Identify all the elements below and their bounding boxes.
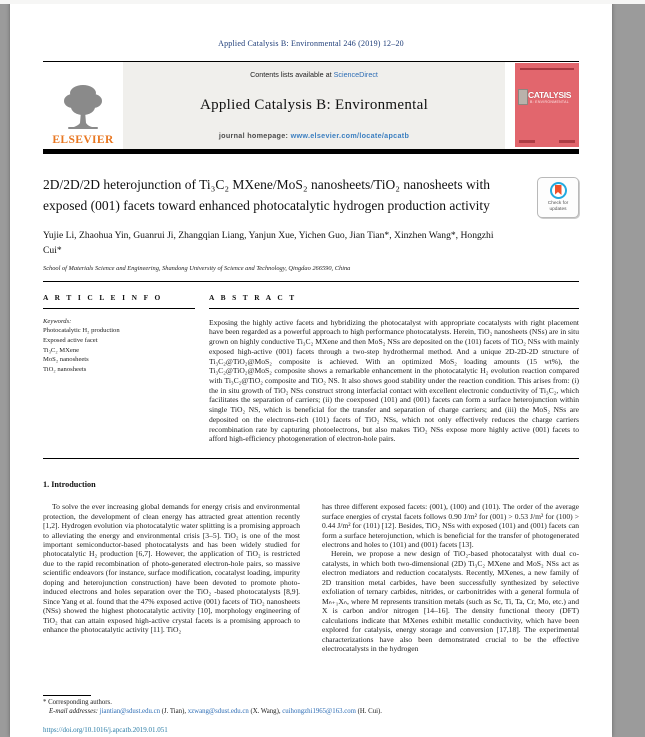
header-divider <box>43 281 579 282</box>
keyword-item: MoS₂ nanosheets <box>43 356 89 364</box>
author-list: Yujie Li, Zhaohua Yin, Guanrui Ji, Zhangqian Liang, Yanjun Xue, Yichen Guo, Jian Tian*, Xinzhen Wang*, Hongzhi Cui* <box>43 230 494 256</box>
footnote-rule <box>43 695 91 696</box>
abstract-rule <box>209 308 579 309</box>
viewer-top-strip <box>0 0 645 4</box>
keyword-item: Photocatalytic H₂ production <box>43 326 120 334</box>
article-info-heading: A R T I C L E I N F O <box>43 292 163 302</box>
cover-decor-line <box>520 68 574 70</box>
banner-bottom-bar <box>43 149 579 154</box>
email-owner: (X. Wang), <box>248 708 283 715</box>
abstract-heading: A B S T R A C T <box>209 292 297 302</box>
contents-text: Contents lists available at <box>250 70 332 79</box>
journal-banner <box>43 61 579 149</box>
article-info-column <box>43 293 195 444</box>
cover-subtitle: B: ENVIRONMENTAL <box>530 100 569 104</box>
intro-paragraph: To solve the ever increasing global demands for energy crisis and environmental protection, the development of clean energy has attracted great attention recently [1,2]. Hydrogen evolution via photocatalytic water splitting is a promising approach to alleviating the energy and environmental crisis [3–5]. TiO₂ is one of the most important semiconductor-based photocatalysts and has been widely studied for photocatalytic H₂ production [6,7]. However, the application of TiO₂ is restricted due to the rapid recombination of photo-generated electron-hole pairs, so massive scientific endeavors (for instance, surface modification, cocatalyst loading, impurity doping and heterojunction construction) have been devoted to promote photo-induced electrons and holes separation over the TiO₂ -based photocatalysts [8,9]. Since Yang et al. found that the 47% exposed active (001) facets of TiO₂ nanosheets (NSs) showed the highest photocatalytic activity [10], morphology engineering of TiO₂ that can attain exposed high-active crystal facets is a promising approach to enhance the photocatalytic activity [11]. TiO₂ <box>43 502 300 635</box>
elsevier-wordmark: ELSEVIER <box>52 134 114 146</box>
doi-link[interactable]: https://doi.org/10.1016/j.apcatb.2019.01.051 <box>43 726 168 734</box>
homepage-label: journal homepage: <box>218 131 289 140</box>
journal-citation: Applied Catalysis B: Environmental 246 (2019) 12–20 <box>218 39 404 48</box>
abstract-column <box>209 293 579 444</box>
email-owner: (J. Tian), <box>159 708 188 715</box>
elsevier-tree-icon <box>62 83 104 133</box>
cover-decor-footer <box>519 140 575 143</box>
journal-cover-thumbnail[interactable] <box>515 63 579 147</box>
article-info-rule <box>43 308 195 309</box>
journal-homepage-link[interactable]: www.elsevier.com/locate/apcatb <box>290 131 410 140</box>
email-owner: (H. Cui). <box>355 708 382 715</box>
check-updates-label: Check for updates <box>547 201 569 212</box>
check-updates-icon <box>550 182 567 199</box>
email-link[interactable]: jiantian@sdust.edu.cn <box>99 708 160 715</box>
intro-paragraph: has three different exposed facets: (001), (100) and (101). The order of the average surface energies of crystal facets follows 0.90 J/m² for (001) > 0.53 J/m² for (100) > 0.44 J/m² for (101) [12]. Besides, TiO₂ NSs with exposed (101) and (001) facets can form a surface heterojunction, which is beneficial for the transfer of photogenerated electrons and holes to (101) and (001) facets [13]. <box>322 502 579 549</box>
cover-photo-icon <box>518 89 528 105</box>
bookmark-icon <box>555 185 562 195</box>
journal-title: Applied Catalysis B: Environmental <box>199 96 429 113</box>
corresponding-authors-note: * Corresponding authors. <box>43 699 112 706</box>
email-link[interactable]: cuihongzhi1965@163.com <box>282 708 356 715</box>
keyword-item: TiO₂ nanosheets <box>43 366 87 374</box>
emails-label: E-mail addresses: <box>49 708 99 715</box>
keyword-item: Ti₃C₂ MXene <box>43 346 80 354</box>
keywords-label: Keywords: <box>43 317 72 325</box>
footnote-block <box>43 695 579 715</box>
homepage-line <box>127 131 501 140</box>
intro-paragraph: Herein, we propose a new design of TiO₂-based photocatalyst with dual co-catalysts, in which both two-dimensional (2D) Ti₃C₂ MXene and MoS₂ NSs act as electron mediators and reduction cocatalysts. Recently, MXenes, a new family of 2D transition metal carbides, have been successfully synthesized by selective exfoliation of ternary carbides, nitrides, or carbonitrides with a general formula of Mₙ₊₁Xₙ, where M represents transition metals (such as Sc, Ti, Ta, Cr, Mo, etc.) and X is carbon and/or nitrogen [14–16]. The density functional theory (DFT) calculations indicate that MXenes exhibit metallic conductivity, which have been explored for catalysis, energy storage and conversion [17,18]. The experimental characterizations have also been demonstrated crucial to be the effective electrocatalysts in the hydrogen <box>322 549 579 654</box>
elsevier-logo[interactable] <box>43 62 123 149</box>
paper-page <box>10 0 612 737</box>
body-left-column <box>43 502 300 654</box>
contents-line <box>127 70 501 79</box>
abstract-divider <box>43 458 579 459</box>
banner-center <box>123 62 505 149</box>
article-title: 2D/2D/2D heterojunction of Ti₃C₂ MXene/MoS₂ nanosheets/TiO₂ nanosheets with exposed (001) facets toward enhanced photocatalytic hydrogen production activity <box>43 177 490 213</box>
keyword-item: Exposed active facet <box>43 336 98 344</box>
body-right-column <box>322 502 579 654</box>
email-link[interactable]: xzwang@sdust.edu.cn <box>187 708 249 715</box>
check-for-updates-badge[interactable] <box>537 177 579 218</box>
cover-title: CATALYSIS <box>528 90 572 100</box>
sciencedirect-link[interactable]: ScienceDirect <box>333 70 378 79</box>
abstract-text: Exposing the highly active facets and hybridizing the photocatalyst with appropriate cocatalysts with right placement have been regarded as a powerful approach to high performance photocatalysts. Herein, TiO₂ nanosheets (NSs) are in situ grown on highly conductive Ti₃C₂ MXene and then MoS₂ NSs are deposited on the (101) facets of TiO₂ NSs with mainly exposed high-active (001) facets through a two-step hydrothermal method. And a unique 2D-2D-2D structure of Ti₃C₂@TiO₂@MoS₂ composite is achieved. With an optimized MoS₂ loading amounts (15 wt%), the Ti₃C₂@TiO₂@MoS₂ composite shows a remarkable enhancement in the photocatalytic H₂ evolution reaction compared with Ti₃C₂@TiO₂ composite and TiO₂ NS. It also shows good stability under the reaction condition. This arises from: (i) the in situ growth of TiO₂ NSs construct strong interfacial contact with excellent electronic conductivity of Ti₃C₂, which facilitates the separation of carriers; (ii) the coexposed (101) and (001) facets can form a surface heterojunction within single TiO₂ NS, which is beneficial for the transfer and separation of charge carriers; and (iii) the MoS₂ NSs are deposited on the electrons-rich (101) facets of TiO₂ NSs, which not only effectively reduces the charge carriers recombination rate by capturing photoelectrons, but also makes TiO₂ NSs expose more highly active (001) facets to afford high-efficiency photogeneration of electron-hole pairs. <box>209 317 579 444</box>
email-addresses-line <box>43 708 579 715</box>
affiliation: School of Materials Science and Engineering, Shandong University of Science and Technology, Qingdao 266590, China <box>43 264 351 272</box>
introduction-heading: 1. Introduction <box>43 480 96 490</box>
